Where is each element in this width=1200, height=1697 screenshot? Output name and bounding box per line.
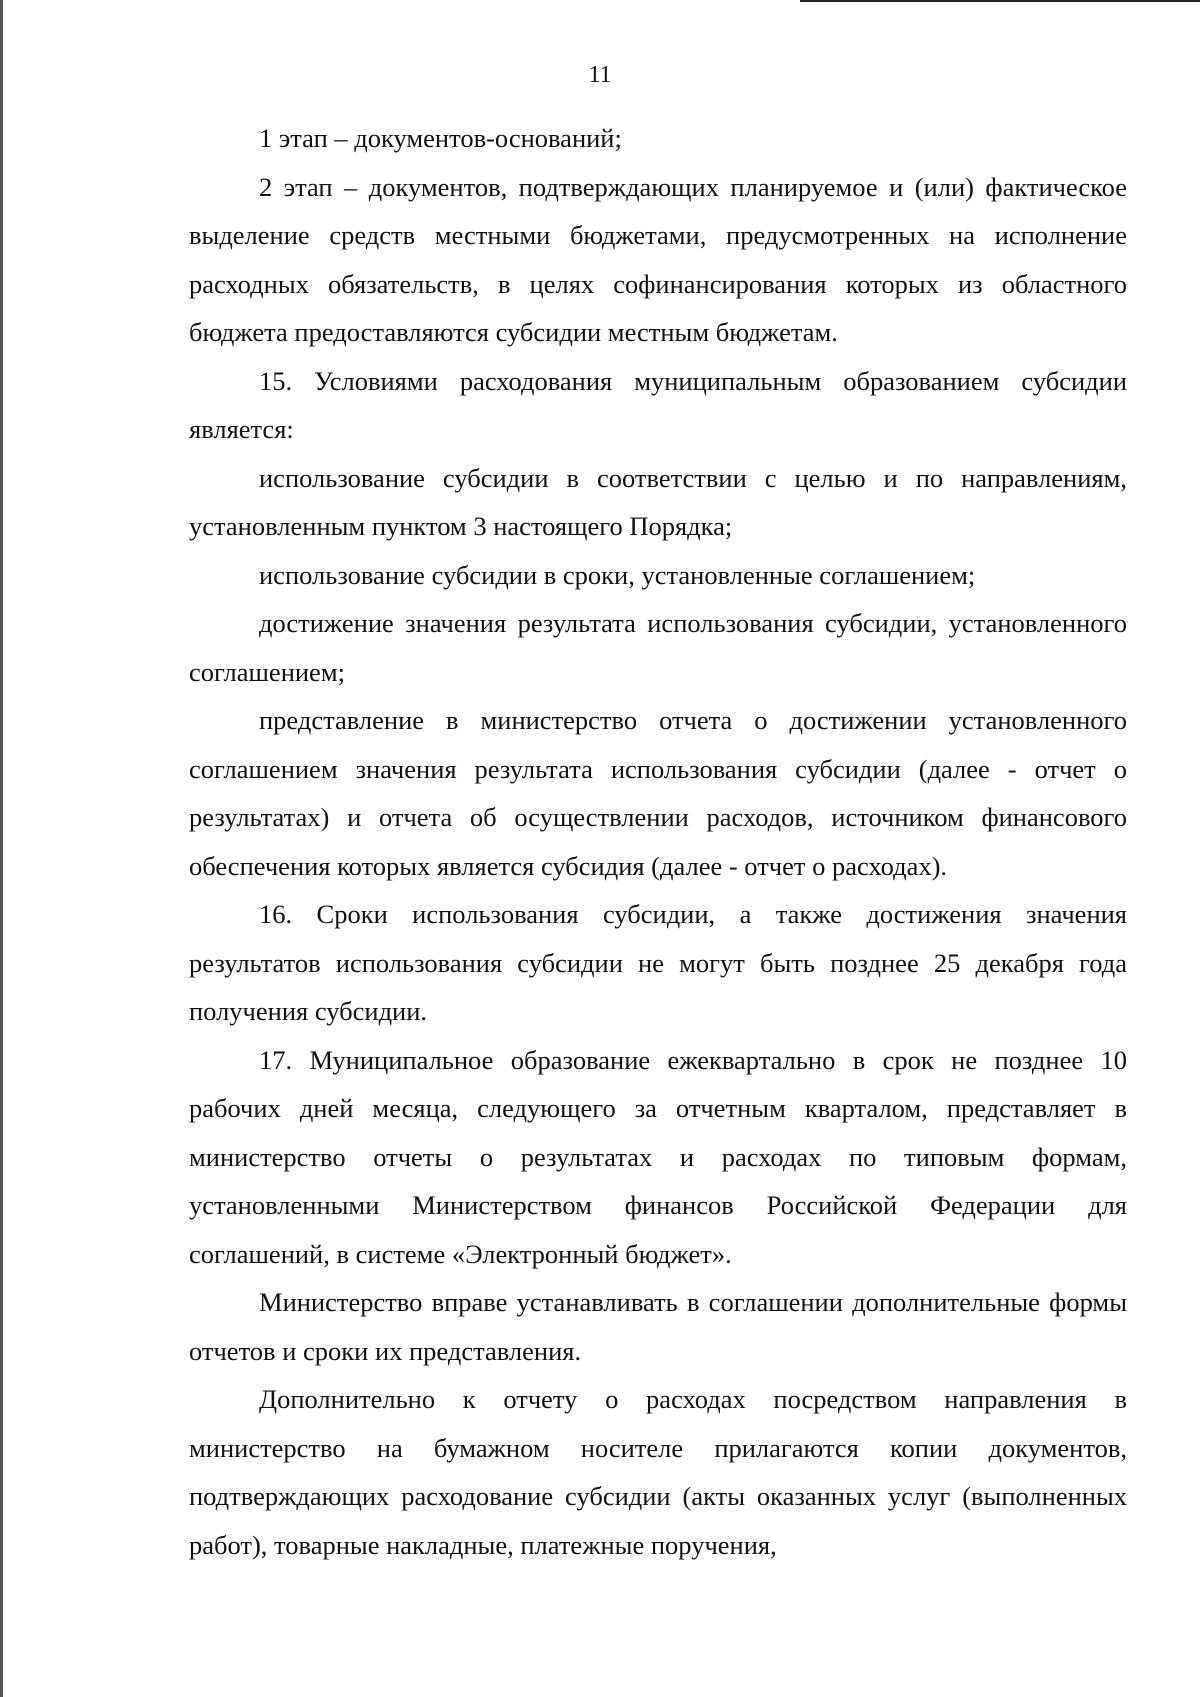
paragraph-clause-17: 17. Муниципальное образование ежеквартально в срок не позднее 10 рабочих дней месяца, следующего за отчетным кварталом, представляет в министерство отчеты о результатах и расходах по типовым формам, установленными Министерством финансов Российской Федерации для соглашений, в системе «Электронный бюджет». [189, 1044, 1127, 1269]
paragraph-additional-documents: Дополнительно к отчету о расходах посредством направления в министерство на бумажном носителе прилагаются копии документов, подтверждающих расходование субсидии (акты оказанных услуг (выполненных работ), товарные накладные, платежные поручения, [189, 1384, 1127, 1560]
page-number: 11 [588, 62, 612, 88]
paragraph-condition-terms: использование субсидии в сроки, установленные соглашением; [259, 559, 976, 590]
scan-left-edge [0, 0, 3, 1697]
paragraph-clause-15: 15. Условиями расходования муниципальным образованием субсидии является: [189, 365, 1127, 444]
paragraph-condition-result: достижение значения результата использования субсидии, установленного соглашением; [189, 608, 1127, 687]
paragraph-additional-forms: Министерство вправе устанавливать в соглашении дополнительные формы отчетов и сроки их представления. [189, 1287, 1127, 1366]
paragraph-stage-1: 1 этап – документов-оснований; [259, 123, 622, 153]
paragraph-condition-report: представление в министерство отчета о достижении установленного соглашением значения результата использования субсидии (далее - отчет о результатах) и отчета об осуществлении расходов, источником финансового обеспечения которых является субсидия (далее - отчет о расходах). [189, 705, 1127, 881]
paragraph-condition-purpose: использование субсидии в соответствии с целью и по направлениям, установленным пунктом 3 настоящего Порядка; [189, 462, 1127, 541]
paragraph-clause-16: 16. Сроки использования субсидии, а также достижения значения результатов использования субсидии не могут быть позднее 25 декабря года получения субсидии. [189, 899, 1127, 1026]
paragraph-stage-2: 2 этап – документов, подтверждающих планируемое и (или) фактическое выделение средств местными бюджетами, предусмотренных на исполнение расходных обязательств, в целях софинансирования которых из областного бюджета предоставляются субсидии местным бюджетам. [189, 171, 1127, 347]
document-body [189, 114, 1127, 1569]
scan-top-rule [800, 0, 1200, 2]
